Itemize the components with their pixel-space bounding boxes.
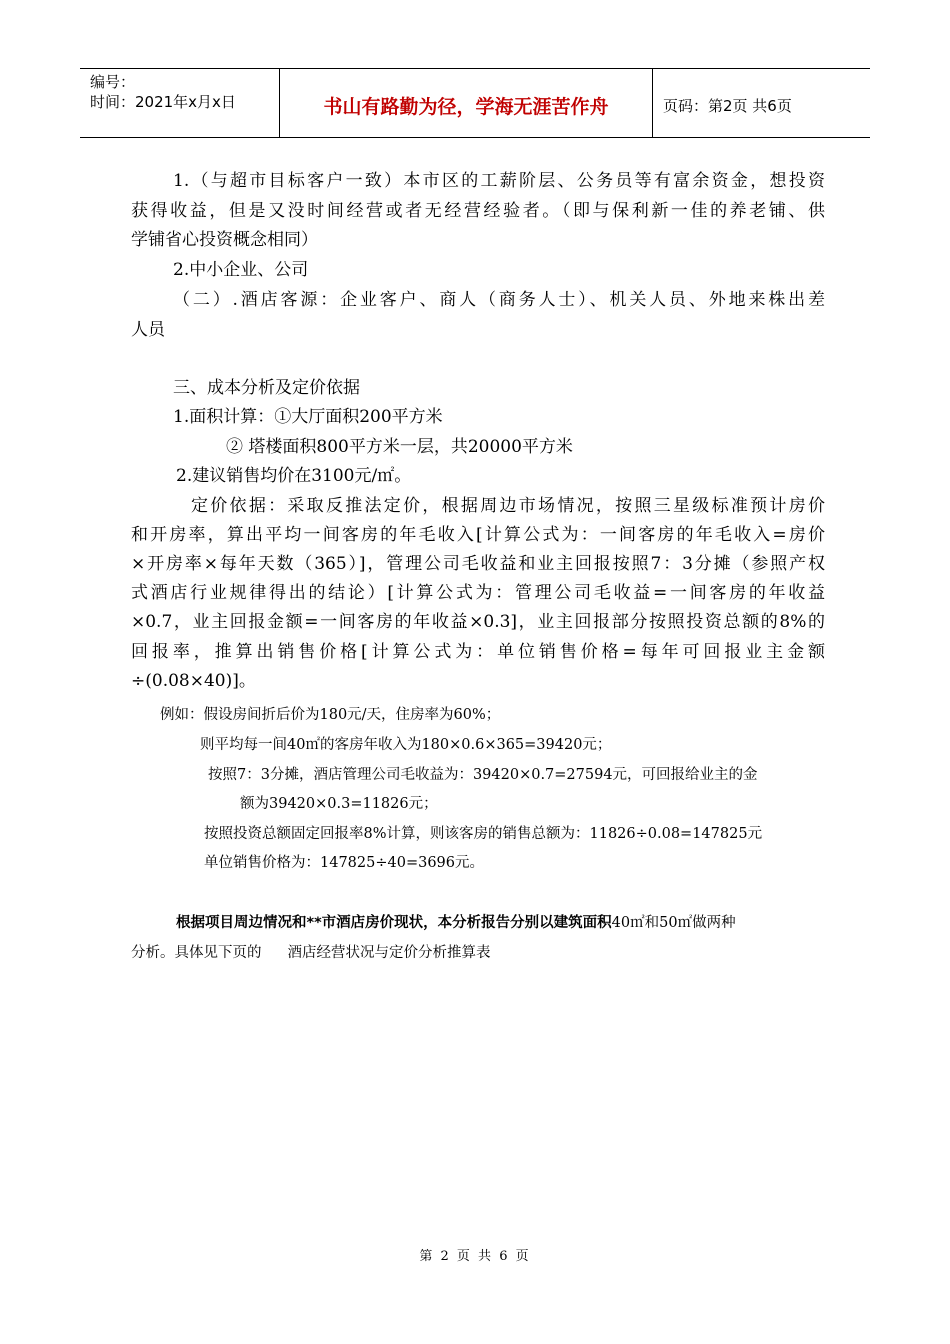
paragraph-line: 式酒店行业规律得出的结论）[计算公式为：管理公司毛收益=一间客房的年收益 xyxy=(131,583,825,603)
header-page-label: 页码：第2页 共6页 xyxy=(663,96,792,115)
paragraph-line: 定价依据：采取反推法定价，根据周边市场情况，按照三星级标准预计房价 xyxy=(191,496,825,516)
header-table xyxy=(80,68,870,138)
paragraph-line: 1.面积计算：①大厅面积200平方米 xyxy=(173,407,443,427)
example-line: 例如：假设房间折后价为180元/天，住房率为60%； xyxy=(160,707,501,723)
conclusion-line xyxy=(131,941,491,962)
paragraph-line: 2.建议销售均价在3100元/㎡。 xyxy=(176,466,412,486)
paragraph-line: ×0.7，业主回报金额=一间客房的年收益×0.3]，业主回报部分按照投资总额的8%的 xyxy=(131,612,825,632)
paragraph-line: ② 塔楼面积800平方米一层，共20000平方米 xyxy=(226,437,573,457)
paragraph-line: 2.中小企业、公司 xyxy=(173,260,309,280)
conclusion-part: 分析。具体见下页的 xyxy=(131,945,262,961)
paragraph-line: ×开房率×每年天数（365）]，管理公司毛收益和业主回报按照7：3分摊（参照产权 xyxy=(131,554,825,574)
paragraph-line: ÷(0.08×40)]。 xyxy=(131,671,256,691)
section-heading: 三、成本分析及定价依据 xyxy=(173,378,360,398)
example-line: 额为39420×0.3=11826元； xyxy=(240,796,438,812)
header-motto: 书山有路勤为径，学海无涯苦作舟 xyxy=(280,69,653,137)
example-line: 则平均每一间40㎡的客房年收入为180×0.6×365=39420元； xyxy=(200,737,612,753)
conclusion-line xyxy=(176,911,736,932)
paragraph-line: 学铺省心投资概念相同） xyxy=(131,230,318,250)
conclusion-rest: 40㎡和50㎡做两种 xyxy=(611,915,736,931)
header-meta-cell xyxy=(80,69,280,137)
paragraph-line: 人员 xyxy=(131,320,165,340)
date-label: 时间：2021年x月x日 xyxy=(90,93,236,111)
example-line: 按照投资总额固定回报率8%计算，则该客房的销售总额为：11826÷0.08=147825元 xyxy=(204,826,763,842)
paragraph-line: 和开房率，算出平均一间客房的年毛收入[计算公式为：一间客房的年毛收入=房价 xyxy=(131,525,825,545)
conclusion-table-ref: 酒店经营状况与定价分析推算表 xyxy=(287,945,491,961)
paragraph-line: 回报率，推算出销售价格[计算公式为：单位销售价格=每年可回报业主金额 xyxy=(131,642,825,662)
example-line: 单位销售价格为：147825÷40=3696元。 xyxy=(204,855,485,871)
number-label: 编号： xyxy=(90,73,136,91)
paragraph-line: 获得收益，但是又没时间经营或者无经营经验者。（即与保利新一佳的养老铺、供 xyxy=(131,201,825,221)
conclusion-bold: 根据项目周边情况和**市酒店房价现状，本分析报告分别以建筑面积 xyxy=(176,915,612,931)
paragraph-line: 1.（与超市目标客户一致）本市区的工薪阶层、公务员等有富余资金，想投资 xyxy=(173,171,825,191)
example-line: 按照7：3分摊，酒店管理公司毛收益为：39420×0.7=27594元，可回报给业主的金 xyxy=(208,767,758,783)
page-footer: 第 2 页 共 6 页 xyxy=(419,1249,531,1264)
paragraph-line: （二）.酒店客源：企业客户、商人（商务人士）、机关人员、外地来株出差 xyxy=(173,290,825,310)
